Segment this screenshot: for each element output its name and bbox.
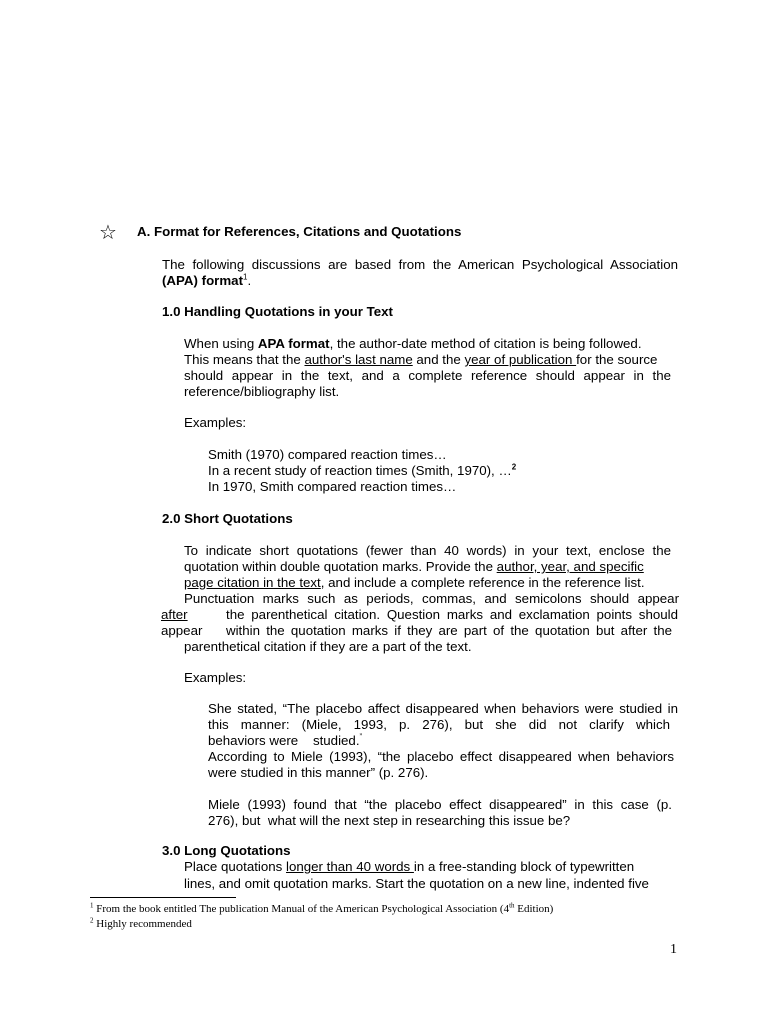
footnote-2-text: Highly recommended <box>93 918 192 930</box>
h2-text: quotation within double quotation marks. Provide the <box>184 559 497 574</box>
h1-text: When using <box>184 336 258 351</box>
h1-para-line-4: reference/bibliography list. <box>184 384 340 399</box>
h2-para-line-6a: appear <box>161 623 203 638</box>
quote-3-line-1: Miele (1993) found that “the placebo effect disappeared” in this case (p. <box>208 797 672 812</box>
h2-para-line-3 <box>184 575 645 591</box>
h3-line-1 <box>184 859 672 875</box>
footnote-1-mark: 1 <box>90 901 94 910</box>
h1-text: , the author-date method of citation is being followed. <box>329 336 642 351</box>
footnote-1-sup: th <box>509 901 515 910</box>
h3-text: Place quotations <box>184 859 287 874</box>
footnote-ref-2: 2 <box>511 462 517 472</box>
quote-mark: ” <box>359 732 363 742</box>
page-number: 1 <box>670 942 677 957</box>
star-icon: ☆ <box>99 220 117 244</box>
footnote-2-mark: 2 <box>90 916 94 925</box>
h1-text: for the source <box>576 352 658 367</box>
h3-text: in a free-standing block of typewritten <box>413 859 635 874</box>
footnote-1-end: Edition) <box>514 903 554 915</box>
h2-text: , and include a complete reference in the reference list. <box>320 575 645 590</box>
heading-3-0: 3.0 Long Quotations <box>162 843 291 858</box>
footnote-divider <box>90 897 236 898</box>
quote-1-line-3 <box>208 733 362 749</box>
footnote-1-text: From the book entitled The publication Manual of the American Psychological Association (4 <box>93 903 510 915</box>
quote-3-line-2: 276), but what will the next step in researching this issue be? <box>208 813 571 828</box>
heading-2-0: 2.0 Short Quotations <box>162 511 293 526</box>
h1-text: and the <box>412 352 465 367</box>
underline-author-year-page: author, year, and specific <box>496 559 644 574</box>
underline-page-citation: page citation in the text <box>184 575 321 590</box>
footnote-1 <box>90 902 553 916</box>
h2-para-line-2 <box>184 559 644 575</box>
quote-2-line-2: were studied in this manner” (p. 276). <box>208 765 429 780</box>
underline-year-of-publication: year of publication <box>464 352 577 367</box>
quote-1-line-1: She stated, “The placebo affect disappeared when behaviors were studied in <box>208 701 678 716</box>
h1-para-line-2 <box>184 352 678 368</box>
underline-after: after <box>161 607 188 622</box>
h2-para-line-5b: the parenthetical citation. Question marks and exclamation points should <box>226 607 678 622</box>
footnote-ref-1: 1 <box>243 272 248 282</box>
example-2 <box>208 463 516 479</box>
footnote-2 <box>90 917 192 931</box>
example-2-text: In a recent study of reaction times (Smith, 1970), … <box>208 463 512 478</box>
underline-authors-last-name: author's last name <box>304 352 413 367</box>
examples-label-1: Examples: <box>184 415 247 430</box>
h2-para-line-1: To indicate short quotations (fewer than 40 words) in your text, enclose the <box>184 543 671 558</box>
section-title: A. Format for References, Citations and Quotations <box>137 224 462 239</box>
example-3: In 1970, Smith compared reaction times… <box>208 479 457 494</box>
apa-format-bold-2: APA format <box>257 336 330 351</box>
h2-para-line-7: parenthetical citation if they are a part of the text. <box>184 639 472 654</box>
quote-1-line-2: this manner: (Miele, 1993, p. 276), but she did not clarify which <box>208 717 670 732</box>
h2-para-line-4: Punctuation marks such as periods, commas, and semicolons should appear <box>184 591 679 606</box>
heading-1-0: 1.0 Handling Quotations in your Text <box>162 304 393 319</box>
intro-line-2 <box>162 273 251 289</box>
quote-1-text: behaviors were studied. <box>208 733 360 748</box>
h2-para-line-5a <box>161 607 188 623</box>
quote-2-line-1: According to Miele (1993), “the placebo effect disappeared when behaviors <box>208 749 674 764</box>
underline-longer-than-40: longer than 40 words <box>286 859 414 874</box>
h1-text: This means that the <box>184 352 305 367</box>
apa-format-bold: (APA) format <box>162 273 244 288</box>
examples-label-2: Examples: <box>184 670 247 685</box>
intro-line-1: The following discussions are based from the American Psychological Association <box>162 257 678 272</box>
h2-para-line-6b: within the quotation marks if they are part of the quotation but after the <box>226 623 672 638</box>
example-1: Smith (1970) compared reaction times… <box>208 447 447 462</box>
h1-para-line-1 <box>184 336 678 352</box>
intro-end: . <box>247 273 252 288</box>
h1-para-line-3: should appear in the text, and a complete reference should appear in the <box>184 368 671 383</box>
h3-line-2: lines, and omit quotation marks. Start the quotation on a new line, indented five <box>184 876 649 891</box>
